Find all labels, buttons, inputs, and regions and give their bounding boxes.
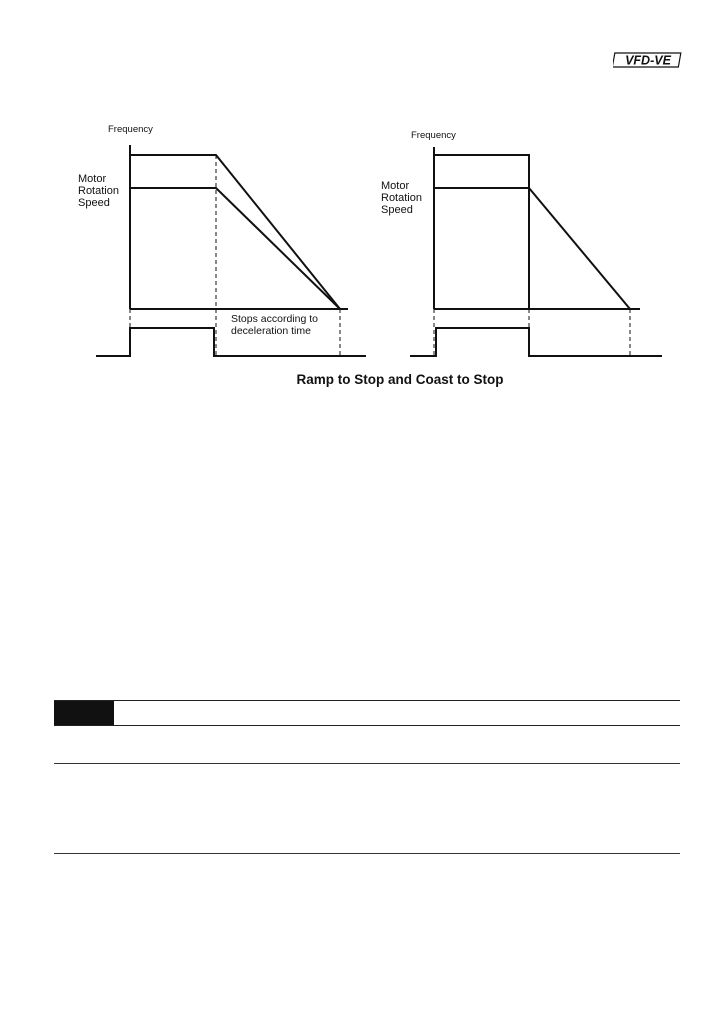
ramp-coast-figure <box>0 0 726 400</box>
figure-caption: Ramp to Stop and Coast to Stop <box>296 372 504 387</box>
right-run-signal <box>410 328 662 356</box>
left-frequency-trace <box>130 155 340 309</box>
right-frequency-trace <box>434 155 529 309</box>
section-header <box>54 700 680 726</box>
ramp-coast-diagrams <box>0 0 726 400</box>
coast-to-stop-diagram <box>381 130 662 356</box>
left-speed-label-2: Rotation <box>78 185 119 197</box>
right-frequency-label: Frequency <box>411 130 456 141</box>
right-speed-label-1: Motor <box>381 180 410 192</box>
divider-rule-2 <box>54 853 680 854</box>
right-speed-label-2: Rotation <box>381 192 422 204</box>
left-frequency-label: Frequency <box>108 124 153 135</box>
ramp-to-stop-diagram <box>78 124 366 356</box>
left-annotation-2: deceleration time <box>231 325 311 337</box>
left-speed-label-3: Speed <box>78 197 110 209</box>
logo-text: VFD-VE <box>625 53 671 68</box>
divider-rule-1 <box>54 763 680 764</box>
right-speed-label-3: Speed <box>381 204 413 216</box>
right-motor-speed-trace <box>434 188 630 309</box>
left-motor-speed-trace <box>130 188 340 309</box>
left-annotation-1: Stops according to <box>231 313 318 325</box>
left-speed-label-1: Motor <box>78 173 107 185</box>
section-tag <box>54 701 114 725</box>
